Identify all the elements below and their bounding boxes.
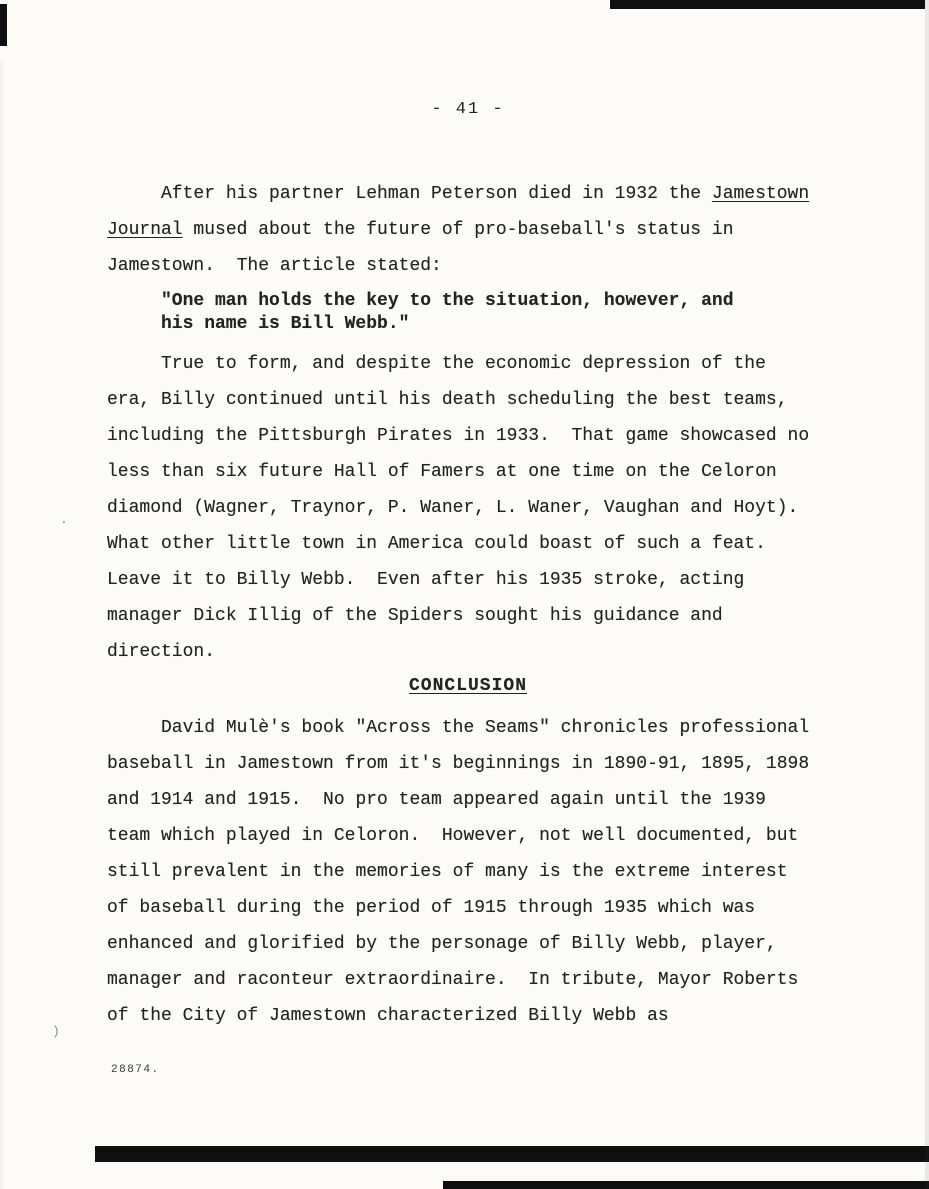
page-number: - 41 -: [431, 100, 505, 119]
text-line: [107, 418, 829, 454]
text-line: [107, 710, 829, 746]
text-line: [107, 634, 829, 670]
text-line: [107, 562, 829, 598]
scan-edge-shading-left: [0, 60, 3, 1189]
text-segment: diamond (Wagner, Traynor, P. Waner, L. Waner, Vaughan and Hoyt).: [107, 498, 799, 518]
underlined-text: Jamestown: [711, 184, 810, 204]
document-content: [107, 0, 829, 1034]
text-segment: Leave it to Billy Webb. Even after his 1935 stroke, acting: [107, 570, 745, 590]
text-segment: including the Pittsburgh Pirates in 1933. That game showcased no: [107, 426, 810, 446]
text-segment: Jamestown. The article stated:: [107, 256, 442, 276]
text-segment: team which played in Celoron. However, not well documented, but: [107, 826, 799, 846]
scan-artifact-bar-left-edge: [0, 4, 7, 46]
text-segment: of the City of Jamestown characterized Billy Webb as: [107, 1006, 669, 1026]
block-quote-bill-webb: [161, 290, 829, 336]
text-segment: mused about the future of pro-baseball's status in: [182, 220, 734, 240]
text-segment: enhanced and glorified by the personage of Billy Webb, player,: [107, 934, 777, 954]
document-body: [107, 176, 829, 1034]
text-segment: True to form, and despite the economic depression of the: [107, 354, 766, 374]
heading-conclusion: [107, 674, 829, 698]
text-segment: baseball in Jamestown from it's beginnings in 1890-91, 1895, 1898: [107, 754, 810, 774]
text-segment: After his partner Lehman Peterson died in 1932 the: [107, 184, 712, 204]
underlined-text: CONCLUSION: [408, 676, 528, 696]
paragraph-jamestown-journal: [107, 176, 829, 284]
paragraph-conclusion-body: [107, 710, 829, 1034]
scan-margin-mark: .: [60, 512, 68, 527]
text-line: [107, 854, 829, 890]
text-segment: era, Billy continued until his death scheduling the best teams,: [107, 390, 788, 410]
text-line: [161, 290, 829, 313]
text-line: [107, 998, 829, 1034]
scan-edge-shading-right: [925, 0, 929, 1189]
text-line: [107, 890, 829, 926]
text-line: [107, 248, 829, 284]
text-segment: direction.: [107, 642, 216, 662]
text-segment: manager and raconteur extraordinaire. In tribute, Mayor Roberts: [107, 970, 799, 990]
text-segment: of baseball during the period of 1915 through 1935 which was: [107, 898, 756, 918]
scan-margin-mark: ): [52, 1024, 60, 1039]
text-line: [107, 674, 829, 698]
scan-artifact-bar-bottom: [95, 1146, 929, 1162]
text-segment: and 1914 and 1915. No pro team appeared again until the 1939: [107, 790, 766, 810]
text-segment: What other little town in America could boast of such a feat.: [107, 534, 766, 554]
text-line: [161, 313, 829, 336]
underlined-text: Journal: [107, 220, 183, 240]
text-segment: manager Dick Illig of the Spiders sought his guidance and: [107, 606, 723, 626]
scan-artifact-bar-bottom-right: [443, 1181, 929, 1189]
text-line: [107, 746, 829, 782]
paragraph-true-to-form: [107, 346, 829, 670]
text-segment: less than six future Hall of Famers at one time on the Celoron: [107, 462, 777, 482]
text-line: [107, 962, 829, 998]
text-line: [107, 382, 829, 418]
text-line: [107, 782, 829, 818]
text-line: [107, 490, 829, 526]
document-footer-number: 28874.: [111, 1064, 160, 1076]
text-line: [107, 176, 829, 212]
text-segment: still prevalent in the memories of many is the extreme interest: [107, 862, 788, 882]
text-line: [107, 526, 829, 562]
text-line: [107, 212, 829, 248]
text-line: [107, 454, 829, 490]
text-line: [107, 598, 829, 634]
text-segment: his name is Bill Webb.": [161, 314, 410, 334]
text-segment: "One man holds the key to the situation, however, and: [161, 291, 734, 311]
text-line: [107, 346, 829, 382]
text-line: [107, 926, 829, 962]
text-segment: David Mulè's book "Across the Seams" chronicles professional: [107, 718, 810, 738]
text-line: [107, 818, 829, 854]
